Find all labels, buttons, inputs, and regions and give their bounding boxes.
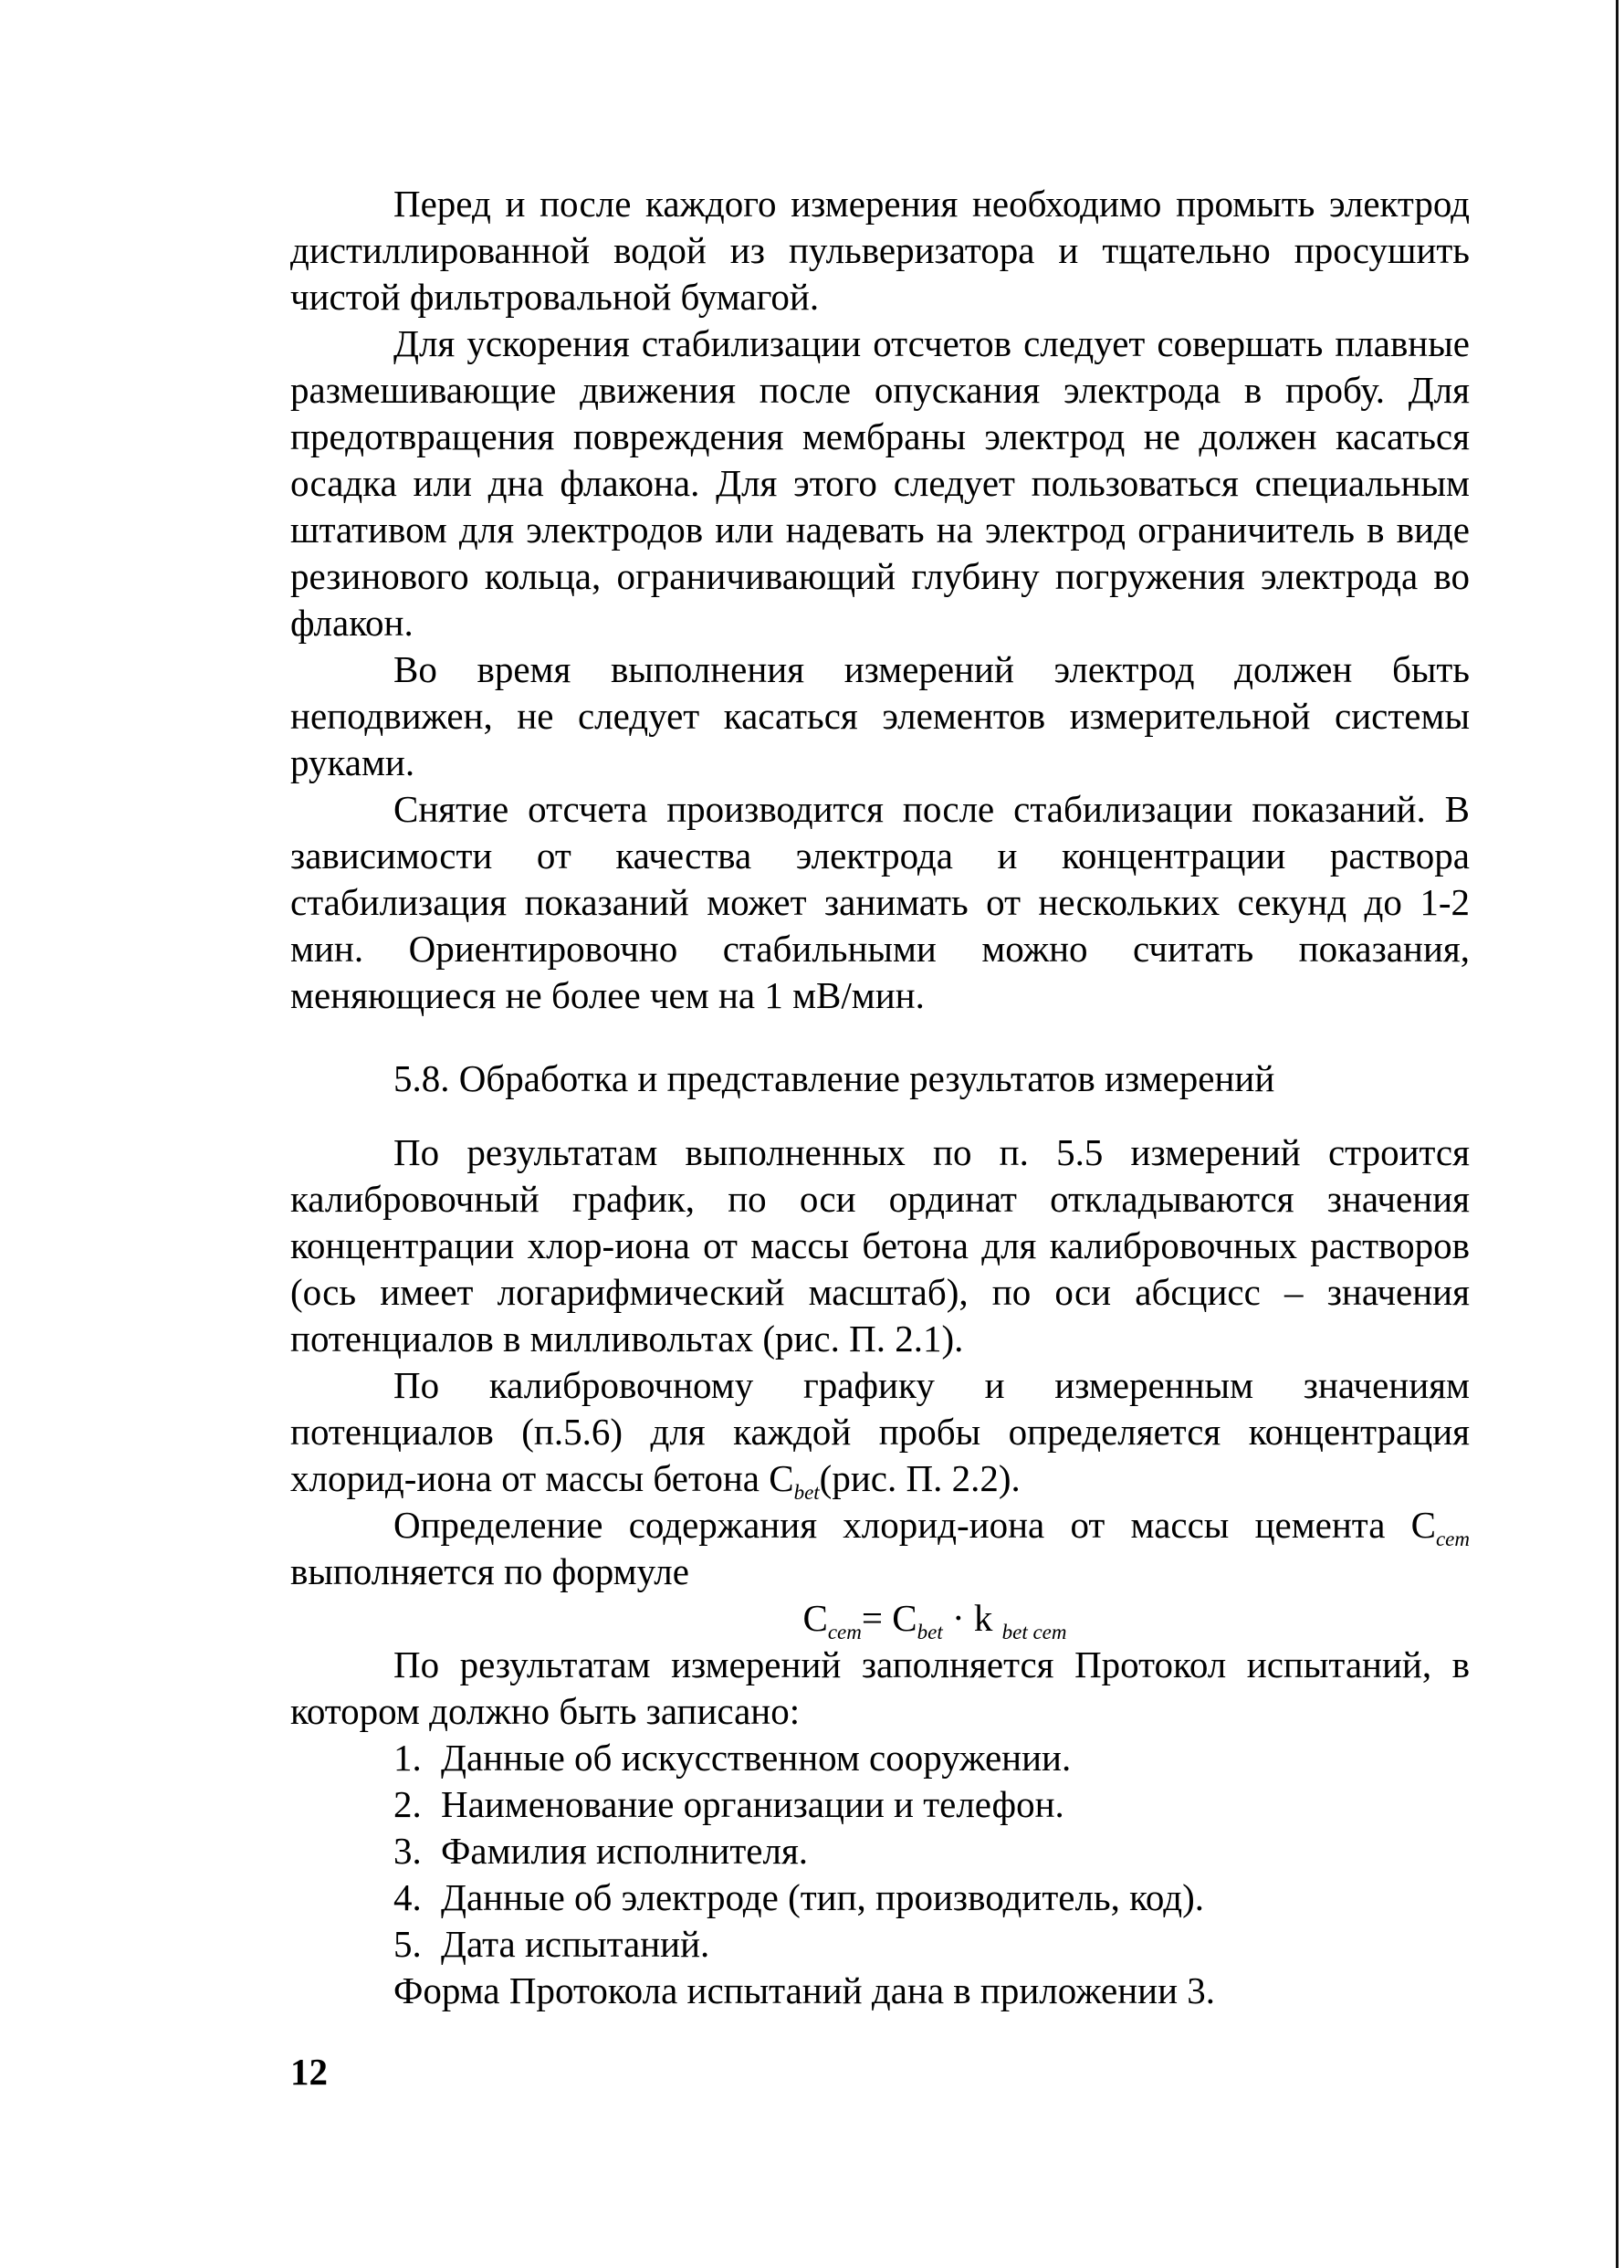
paragraph-protocol-intro: По результатам измерений заполняется Протокол испытаний, в котором должно быть записано: (290, 1643, 1470, 1732)
subscript-cem: cem (1435, 1528, 1470, 1550)
list-item (290, 1921, 1470, 1968)
formula-c1: C (802, 1597, 828, 1639)
paragraph-calibration-graph: По результатам выполненных по п. 5.5 измерений строится калибровочный график, по оси ординат откладываются значения концентрации хлор-иона от массы бетона для калибровочных растворов (ось имеет логарифмический масштаб), по оси абсцисс – значения потенциалов в милливольтах (рис. П. 2.1). (290, 1131, 1470, 1360)
formula-sub-bet: bet (917, 1621, 943, 1643)
list-number: 4. (393, 1876, 422, 1918)
paragraph-stabilization: Для ускорения стабилизации отсчетов следует совершать плавные размешивающие движения после опускания электрода в пробу. Для предотвращения повреждения мембраны электрод не должен касаться осадка или дна флакона. Для этого следует пользоваться специальным штативом для электродов или надевать на электрод ограничитель в виде резинового кольца, ограничивающий глубину погружения электрода во флакон. (290, 322, 1470, 644)
paragraph-concentration (290, 1362, 1470, 1502)
list-number: 1. (393, 1737, 422, 1779)
list-text: Данные об искусственном сооружении. (441, 1737, 1072, 1779)
list-item (290, 1828, 1470, 1874)
paragraph-rinse: Перед и после каждого измерения необходимо промыть электрод дистиллированной водой из пульверизатора и тщательно просушить чистой фильтровальной бумагой. (290, 183, 1470, 318)
list-item (290, 1874, 1470, 1921)
list-text: Наименование организации и телефон. (441, 1783, 1064, 1825)
paragraph-electrode-still: Во время выполнения измерений электрод должен быть неподвижен, не следует касаться элементов измерительной системы руками. (290, 648, 1470, 783)
concentration-text-end: (рис. П. 2.2). (819, 1457, 1021, 1499)
subscript-bet: bet (793, 1481, 820, 1504)
formula-sub-cem: cem (827, 1621, 862, 1643)
page-body (290, 181, 1470, 2014)
formula-sub-betcem: bet cem (1001, 1621, 1067, 1643)
paragraph-cement (290, 1502, 1470, 1595)
list-number: 2. (393, 1783, 422, 1825)
cement-text: Определение содержания хлорид-иона от массы цемента C (393, 1504, 1436, 1546)
list-text: Данные об электроде (тип, производитель, код). (441, 1876, 1205, 1918)
cement-text-end: выполняется по формуле (290, 1550, 689, 1592)
section-heading: 5.8. Обработка и представление результатов измерений (393, 1057, 1275, 1099)
list-item (290, 1781, 1470, 1828)
paragraph-reading: Снятие отсчета производится после стабилизации показаний. В зависимости от качества электрода и концентрации раствора стабилизация показаний может занимать от нескольких секунд до 1-2 мин. Ориентировочно стабильными можно считать показания, меняющиеся не более чем на 1 мВ/мин. (290, 788, 1470, 1016)
protocol-list (290, 1735, 1470, 1968)
formula (290, 1595, 1470, 1642)
page-edge-line (1616, 0, 1619, 2268)
formula-k: · k (942, 1597, 1002, 1639)
list-text: Фамилия исполнителя. (441, 1830, 809, 1872)
list-text: Дата испытаний. (441, 1923, 710, 1965)
formula-eq: = C (861, 1597, 917, 1639)
paragraph-protocol-form: Форма Протокола испытаний дана в приложении 3. (393, 1969, 1216, 2011)
list-item (290, 1735, 1470, 1781)
concentration-text: По калибровочному графику и измеренным значениям потенциалов (п.5.6) для каждой пробы определяется концентрация хлорид-иона от массы бетона C (290, 1364, 1470, 1499)
page-number: 12 (290, 2051, 328, 2093)
list-number: 5. (393, 1923, 422, 1965)
list-number: 3. (393, 1830, 422, 1872)
